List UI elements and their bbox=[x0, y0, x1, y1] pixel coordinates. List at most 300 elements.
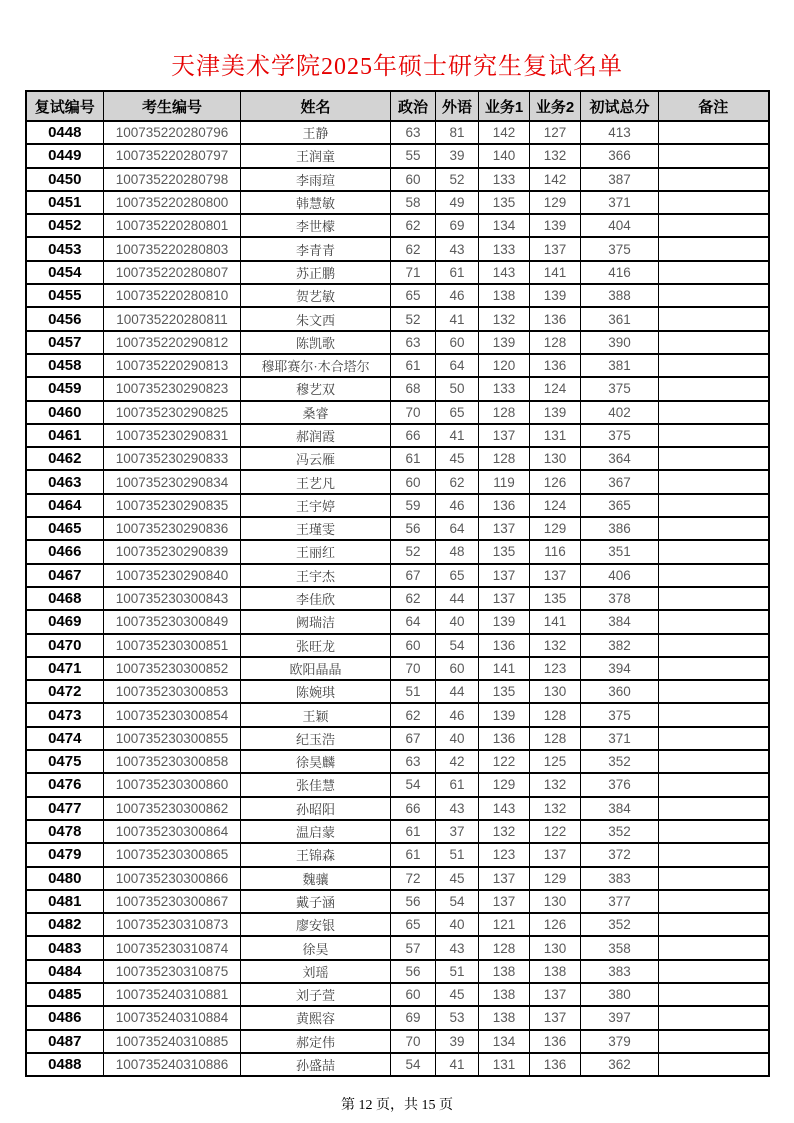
name-cell: 韩慧敏 bbox=[241, 191, 391, 214]
politics-score-cell: 54 bbox=[391, 773, 436, 796]
name-cell: 李佳欣 bbox=[241, 587, 391, 610]
remark-cell bbox=[659, 913, 769, 936]
major2-score-cell: 129 bbox=[530, 867, 581, 890]
major2-score-cell: 132 bbox=[530, 773, 581, 796]
major1-score-cell: 143 bbox=[479, 797, 530, 820]
candidate-id-cell: 100735230300866 bbox=[104, 867, 241, 890]
politics-score-cell: 56 bbox=[391, 517, 436, 540]
major2-score-cell: 139 bbox=[530, 284, 581, 307]
page-title: 天津美术学院2025年硕士研究生复试名单 bbox=[171, 54, 623, 80]
candidate-id-cell: 100735240310885 bbox=[104, 1030, 241, 1053]
candidate-id-cell: 100735230300852 bbox=[104, 657, 241, 680]
foreign-lang-score-cell: 40 bbox=[436, 610, 479, 633]
politics-score-cell: 58 bbox=[391, 191, 436, 214]
foreign-lang-score-cell: 52 bbox=[436, 168, 479, 191]
candidate-id-cell: 100735220280798 bbox=[104, 168, 241, 191]
politics-score-cell: 67 bbox=[391, 727, 436, 750]
table-row bbox=[26, 1053, 769, 1076]
candidate-id-cell: 100735230290834 bbox=[104, 470, 241, 493]
foreign-lang-score-cell: 50 bbox=[436, 377, 479, 400]
politics-score-cell: 67 bbox=[391, 564, 436, 587]
major1-score-cell: 137 bbox=[479, 587, 530, 610]
major1-score-cell: 135 bbox=[479, 540, 530, 563]
remark-cell bbox=[659, 261, 769, 284]
name-cell: 贺艺敏 bbox=[241, 284, 391, 307]
name-cell: 刘瑶 bbox=[241, 960, 391, 983]
total-score-cell: 352 bbox=[581, 750, 659, 773]
candidate-id-cell: 100735230300849 bbox=[104, 610, 241, 633]
retest-id-cell: 0457 bbox=[26, 331, 104, 354]
table-row bbox=[26, 820, 769, 843]
table-row bbox=[26, 983, 769, 1006]
major1-score-cell: 137 bbox=[479, 867, 530, 890]
candidate-id-cell: 100735230300860 bbox=[104, 773, 241, 796]
politics-score-cell: 69 bbox=[391, 1006, 436, 1029]
name-cell: 王艺凡 bbox=[241, 470, 391, 493]
table-row bbox=[26, 354, 769, 377]
remark-cell bbox=[659, 517, 769, 540]
name-cell: 戴子涵 bbox=[241, 890, 391, 913]
table-row bbox=[26, 773, 769, 796]
name-cell: 温启蒙 bbox=[241, 820, 391, 843]
politics-score-cell: 56 bbox=[391, 890, 436, 913]
foreign-lang-score-cell: 45 bbox=[436, 983, 479, 1006]
name-cell: 王丽红 bbox=[241, 540, 391, 563]
retest-id-cell: 0480 bbox=[26, 867, 104, 890]
candidate-id-cell: 100735220280800 bbox=[104, 191, 241, 214]
total-score-cell: 375 bbox=[581, 377, 659, 400]
total-score-cell: 362 bbox=[581, 1053, 659, 1076]
politics-score-cell: 56 bbox=[391, 960, 436, 983]
total-score-cell: 384 bbox=[581, 797, 659, 820]
foreign-lang-score-cell: 45 bbox=[436, 447, 479, 470]
name-cell: 欧阳晶晶 bbox=[241, 657, 391, 680]
politics-score-cell: 60 bbox=[391, 168, 436, 191]
table-row bbox=[26, 703, 769, 726]
major1-score-cell: 139 bbox=[479, 331, 530, 354]
major1-score-cell: 138 bbox=[479, 983, 530, 1006]
table-row bbox=[26, 168, 769, 191]
table-row bbox=[26, 610, 769, 633]
foreign-lang-score-cell: 54 bbox=[436, 890, 479, 913]
major1-score-cell: 128 bbox=[479, 401, 530, 424]
foreign-lang-score-cell: 41 bbox=[436, 1053, 479, 1076]
foreign-lang-score-cell: 65 bbox=[436, 564, 479, 587]
name-cell: 李雨瑄 bbox=[241, 168, 391, 191]
remark-cell bbox=[659, 284, 769, 307]
politics-score-cell: 65 bbox=[391, 913, 436, 936]
total-score-cell: 375 bbox=[581, 237, 659, 260]
table-row bbox=[26, 936, 769, 959]
name-cell: 张佳慧 bbox=[241, 773, 391, 796]
remark-cell bbox=[659, 936, 769, 959]
major1-score-cell: 135 bbox=[479, 680, 530, 703]
major1-score-cell: 138 bbox=[479, 1006, 530, 1029]
total-score-cell: 402 bbox=[581, 401, 659, 424]
major2-score-cell: 137 bbox=[530, 1006, 581, 1029]
major1-score-cell: 137 bbox=[479, 890, 530, 913]
foreign-lang-score-cell: 43 bbox=[436, 237, 479, 260]
table-row bbox=[26, 121, 769, 144]
candidate-id-cell: 100735220280797 bbox=[104, 144, 241, 167]
table-row bbox=[26, 331, 769, 354]
name-cell: 王润童 bbox=[241, 144, 391, 167]
table-row bbox=[26, 447, 769, 470]
politics-score-cell: 60 bbox=[391, 470, 436, 493]
total-score-cell: 361 bbox=[581, 307, 659, 330]
retest-id-cell: 0485 bbox=[26, 983, 104, 1006]
retest-id-cell: 0466 bbox=[26, 540, 104, 563]
name-cell: 陈凯歌 bbox=[241, 331, 391, 354]
politics-score-cell: 71 bbox=[391, 261, 436, 284]
remark-cell bbox=[659, 191, 769, 214]
remark-cell bbox=[659, 354, 769, 377]
major2-score-cell: 129 bbox=[530, 191, 581, 214]
major2-score-cell: 137 bbox=[530, 564, 581, 587]
major1-score-cell: 136 bbox=[479, 634, 530, 657]
major1-score-cell: 132 bbox=[479, 820, 530, 843]
total-score-cell: 386 bbox=[581, 517, 659, 540]
table-row bbox=[26, 843, 769, 866]
major2-score-cell: 130 bbox=[530, 447, 581, 470]
major2-score-cell: 124 bbox=[530, 377, 581, 400]
candidate-id-cell: 100735230300858 bbox=[104, 750, 241, 773]
column-header-candidate-id: 考生编号 bbox=[104, 91, 241, 121]
candidate-id-cell: 100735220280801 bbox=[104, 214, 241, 237]
politics-score-cell: 54 bbox=[391, 1053, 436, 1076]
total-score-cell: 372 bbox=[581, 843, 659, 866]
retest-id-cell: 0459 bbox=[26, 377, 104, 400]
major1-score-cell: 139 bbox=[479, 703, 530, 726]
table-row bbox=[26, 424, 769, 447]
total-score-cell: 360 bbox=[581, 680, 659, 703]
major2-score-cell: 130 bbox=[530, 890, 581, 913]
total-score-cell: 379 bbox=[581, 1030, 659, 1053]
table-row bbox=[26, 470, 769, 493]
retest-id-cell: 0474 bbox=[26, 727, 104, 750]
name-cell: 桑睿 bbox=[241, 401, 391, 424]
major1-score-cell: 132 bbox=[479, 307, 530, 330]
retest-id-cell: 0479 bbox=[26, 843, 104, 866]
major2-score-cell: 132 bbox=[530, 634, 581, 657]
politics-score-cell: 66 bbox=[391, 797, 436, 820]
table-row bbox=[26, 284, 769, 307]
foreign-lang-score-cell: 53 bbox=[436, 1006, 479, 1029]
total-score-cell: 388 bbox=[581, 284, 659, 307]
foreign-lang-score-cell: 61 bbox=[436, 773, 479, 796]
total-score-cell: 358 bbox=[581, 936, 659, 959]
table-row bbox=[26, 657, 769, 680]
retest-id-cell: 0453 bbox=[26, 237, 104, 260]
table-row bbox=[26, 913, 769, 936]
foreign-lang-score-cell: 65 bbox=[436, 401, 479, 424]
retest-id-cell: 0462 bbox=[26, 447, 104, 470]
foreign-lang-score-cell: 40 bbox=[436, 913, 479, 936]
remark-cell bbox=[659, 564, 769, 587]
roster-table bbox=[25, 90, 770, 1077]
politics-score-cell: 62 bbox=[391, 587, 436, 610]
name-cell: 王锦森 bbox=[241, 843, 391, 866]
foreign-lang-score-cell: 60 bbox=[436, 331, 479, 354]
retest-id-cell: 0458 bbox=[26, 354, 104, 377]
table-row bbox=[26, 237, 769, 260]
retest-id-cell: 0476 bbox=[26, 773, 104, 796]
retest-id-cell: 0473 bbox=[26, 703, 104, 726]
politics-score-cell: 70 bbox=[391, 657, 436, 680]
foreign-lang-score-cell: 69 bbox=[436, 214, 479, 237]
politics-score-cell: 70 bbox=[391, 1030, 436, 1053]
name-cell: 刘子萱 bbox=[241, 983, 391, 1006]
total-score-cell: 383 bbox=[581, 867, 659, 890]
table-row bbox=[26, 307, 769, 330]
major1-score-cell: 121 bbox=[479, 913, 530, 936]
table-row bbox=[26, 867, 769, 890]
major1-score-cell: 138 bbox=[479, 960, 530, 983]
total-score-cell: 352 bbox=[581, 820, 659, 843]
politics-score-cell: 62 bbox=[391, 237, 436, 260]
total-score-cell: 366 bbox=[581, 144, 659, 167]
column-header-foreign-lang: 外语 bbox=[436, 91, 479, 121]
politics-score-cell: 55 bbox=[391, 144, 436, 167]
foreign-lang-score-cell: 46 bbox=[436, 703, 479, 726]
candidate-id-cell: 100735230290839 bbox=[104, 540, 241, 563]
table-row bbox=[26, 494, 769, 517]
candidate-id-cell: 100735230300854 bbox=[104, 703, 241, 726]
candidate-id-cell: 100735230290823 bbox=[104, 377, 241, 400]
total-score-cell: 394 bbox=[581, 657, 659, 680]
major1-score-cell: 123 bbox=[479, 843, 530, 866]
candidate-id-cell: 100735230300862 bbox=[104, 797, 241, 820]
total-score-cell: 416 bbox=[581, 261, 659, 284]
retest-id-cell: 0452 bbox=[26, 214, 104, 237]
retest-id-cell: 0486 bbox=[26, 1006, 104, 1029]
retest-id-cell: 0481 bbox=[26, 890, 104, 913]
candidate-id-cell: 100735230300843 bbox=[104, 587, 241, 610]
major2-score-cell: 124 bbox=[530, 494, 581, 517]
total-score-cell: 367 bbox=[581, 470, 659, 493]
major2-score-cell: 126 bbox=[530, 913, 581, 936]
table-row bbox=[26, 727, 769, 750]
major1-score-cell: 136 bbox=[479, 494, 530, 517]
foreign-lang-score-cell: 46 bbox=[436, 494, 479, 517]
foreign-lang-score-cell: 41 bbox=[436, 424, 479, 447]
total-score-cell: 397 bbox=[581, 1006, 659, 1029]
foreign-lang-score-cell: 51 bbox=[436, 843, 479, 866]
candidate-id-cell: 100735230290836 bbox=[104, 517, 241, 540]
remark-cell bbox=[659, 540, 769, 563]
major2-score-cell: 141 bbox=[530, 610, 581, 633]
major2-score-cell: 128 bbox=[530, 727, 581, 750]
name-cell: 苏正鹏 bbox=[241, 261, 391, 284]
retest-id-cell: 0456 bbox=[26, 307, 104, 330]
major1-score-cell: 138 bbox=[479, 284, 530, 307]
table-row bbox=[26, 750, 769, 773]
major1-score-cell: 141 bbox=[479, 657, 530, 680]
candidate-id-cell: 100735240310884 bbox=[104, 1006, 241, 1029]
retest-id-cell: 0468 bbox=[26, 587, 104, 610]
table-row bbox=[26, 1030, 769, 1053]
candidate-id-cell: 100735220290812 bbox=[104, 331, 241, 354]
total-score-cell: 375 bbox=[581, 703, 659, 726]
foreign-lang-score-cell: 45 bbox=[436, 867, 479, 890]
total-score-cell: 413 bbox=[581, 121, 659, 144]
column-header-major2: 业务2 bbox=[530, 91, 581, 121]
name-cell: 冯云雁 bbox=[241, 447, 391, 470]
major2-score-cell: 127 bbox=[530, 121, 581, 144]
retest-id-cell: 0448 bbox=[26, 121, 104, 144]
foreign-lang-score-cell: 41 bbox=[436, 307, 479, 330]
foreign-lang-score-cell: 61 bbox=[436, 261, 479, 284]
remark-cell bbox=[659, 727, 769, 750]
foreign-lang-score-cell: 37 bbox=[436, 820, 479, 843]
politics-score-cell: 57 bbox=[391, 936, 436, 959]
remark-cell bbox=[659, 634, 769, 657]
major1-score-cell: 139 bbox=[479, 610, 530, 633]
name-cell: 纪玉浩 bbox=[241, 727, 391, 750]
table-row bbox=[26, 587, 769, 610]
table-row bbox=[26, 960, 769, 983]
candidate-id-cell: 100735230290835 bbox=[104, 494, 241, 517]
total-score-cell: 384 bbox=[581, 610, 659, 633]
candidate-id-cell: 100735230300865 bbox=[104, 843, 241, 866]
name-cell: 孙盛喆 bbox=[241, 1053, 391, 1076]
total-score-cell: 375 bbox=[581, 424, 659, 447]
major1-score-cell: 133 bbox=[479, 377, 530, 400]
retest-id-cell: 0469 bbox=[26, 610, 104, 633]
politics-score-cell: 63 bbox=[391, 121, 436, 144]
major1-score-cell: 135 bbox=[479, 191, 530, 214]
total-score-cell: 364 bbox=[581, 447, 659, 470]
remark-cell bbox=[659, 867, 769, 890]
retest-id-cell: 0465 bbox=[26, 517, 104, 540]
total-score-cell: 352 bbox=[581, 913, 659, 936]
candidate-id-cell: 100735230290840 bbox=[104, 564, 241, 587]
retest-id-cell: 0472 bbox=[26, 680, 104, 703]
politics-score-cell: 61 bbox=[391, 843, 436, 866]
major2-score-cell: 116 bbox=[530, 540, 581, 563]
name-cell: 朱文西 bbox=[241, 307, 391, 330]
remark-cell bbox=[659, 843, 769, 866]
candidate-id-cell: 100735230300851 bbox=[104, 634, 241, 657]
major1-score-cell: 134 bbox=[479, 1030, 530, 1053]
foreign-lang-score-cell: 51 bbox=[436, 960, 479, 983]
foreign-lang-score-cell: 46 bbox=[436, 284, 479, 307]
major1-score-cell: 122 bbox=[479, 750, 530, 773]
major1-score-cell: 137 bbox=[479, 424, 530, 447]
politics-score-cell: 52 bbox=[391, 307, 436, 330]
remark-cell bbox=[659, 657, 769, 680]
major2-score-cell: 131 bbox=[530, 424, 581, 447]
major2-score-cell: 137 bbox=[530, 237, 581, 260]
name-cell: 廖安银 bbox=[241, 913, 391, 936]
major1-score-cell: 129 bbox=[479, 773, 530, 796]
candidate-id-cell: 100735230310875 bbox=[104, 960, 241, 983]
major1-score-cell: 137 bbox=[479, 564, 530, 587]
candidate-id-cell: 100735240310886 bbox=[104, 1053, 241, 1076]
foreign-lang-score-cell: 81 bbox=[436, 121, 479, 144]
total-score-cell: 383 bbox=[581, 960, 659, 983]
major2-score-cell: 137 bbox=[530, 843, 581, 866]
candidate-id-cell: 100735240310881 bbox=[104, 983, 241, 1006]
major2-score-cell: 130 bbox=[530, 680, 581, 703]
table-row bbox=[26, 540, 769, 563]
name-cell: 黄熙容 bbox=[241, 1006, 391, 1029]
foreign-lang-score-cell: 60 bbox=[436, 657, 479, 680]
major2-score-cell: 136 bbox=[530, 307, 581, 330]
politics-score-cell: 59 bbox=[391, 494, 436, 517]
table-row bbox=[26, 377, 769, 400]
politics-score-cell: 60 bbox=[391, 634, 436, 657]
major1-score-cell: 133 bbox=[479, 168, 530, 191]
remark-cell bbox=[659, 424, 769, 447]
major2-score-cell: 125 bbox=[530, 750, 581, 773]
foreign-lang-score-cell: 62 bbox=[436, 470, 479, 493]
major2-score-cell: 137 bbox=[530, 983, 581, 1006]
foreign-lang-score-cell: 39 bbox=[436, 144, 479, 167]
table-row bbox=[26, 797, 769, 820]
remark-cell bbox=[659, 890, 769, 913]
politics-score-cell: 63 bbox=[391, 331, 436, 354]
remark-cell bbox=[659, 1030, 769, 1053]
foreign-lang-score-cell: 42 bbox=[436, 750, 479, 773]
remark-cell bbox=[659, 377, 769, 400]
candidate-id-cell: 100735230310873 bbox=[104, 913, 241, 936]
retest-id-cell: 0487 bbox=[26, 1030, 104, 1053]
politics-score-cell: 65 bbox=[391, 284, 436, 307]
major1-score-cell: 136 bbox=[479, 727, 530, 750]
major2-score-cell: 123 bbox=[530, 657, 581, 680]
candidate-id-cell: 100735220280811 bbox=[104, 307, 241, 330]
table-row bbox=[26, 634, 769, 657]
foreign-lang-score-cell: 49 bbox=[436, 191, 479, 214]
name-cell: 王宇杰 bbox=[241, 564, 391, 587]
retest-id-cell: 0464 bbox=[26, 494, 104, 517]
remark-cell bbox=[659, 750, 769, 773]
foreign-lang-score-cell: 39 bbox=[436, 1030, 479, 1053]
name-cell: 穆艺双 bbox=[241, 377, 391, 400]
candidate-id-cell: 100735230300853 bbox=[104, 680, 241, 703]
name-cell: 阙瑞洁 bbox=[241, 610, 391, 633]
name-cell: 郝定伟 bbox=[241, 1030, 391, 1053]
retest-id-cell: 0470 bbox=[26, 634, 104, 657]
retest-id-cell: 0454 bbox=[26, 261, 104, 284]
retest-id-cell: 0461 bbox=[26, 424, 104, 447]
total-score-cell: 404 bbox=[581, 214, 659, 237]
retest-id-cell: 0484 bbox=[26, 960, 104, 983]
major2-score-cell: 139 bbox=[530, 214, 581, 237]
remark-cell bbox=[659, 121, 769, 144]
major1-score-cell: 120 bbox=[479, 354, 530, 377]
candidate-id-cell: 100735230300867 bbox=[104, 890, 241, 913]
retest-id-cell: 0450 bbox=[26, 168, 104, 191]
major2-score-cell: 139 bbox=[530, 401, 581, 424]
major1-score-cell: 119 bbox=[479, 470, 530, 493]
foreign-lang-score-cell: 44 bbox=[436, 680, 479, 703]
politics-score-cell: 61 bbox=[391, 354, 436, 377]
candidate-id-cell: 100735220280810 bbox=[104, 284, 241, 307]
remark-cell bbox=[659, 447, 769, 470]
total-score-cell: 365 bbox=[581, 494, 659, 517]
remark-cell bbox=[659, 680, 769, 703]
name-cell: 魏骧 bbox=[241, 867, 391, 890]
total-score-cell: 377 bbox=[581, 890, 659, 913]
politics-score-cell: 60 bbox=[391, 983, 436, 1006]
table-header-row bbox=[26, 91, 769, 121]
column-header-total-score: 初试总分 bbox=[581, 91, 659, 121]
retest-id-cell: 0471 bbox=[26, 657, 104, 680]
retest-id-cell: 0467 bbox=[26, 564, 104, 587]
politics-score-cell: 68 bbox=[391, 377, 436, 400]
